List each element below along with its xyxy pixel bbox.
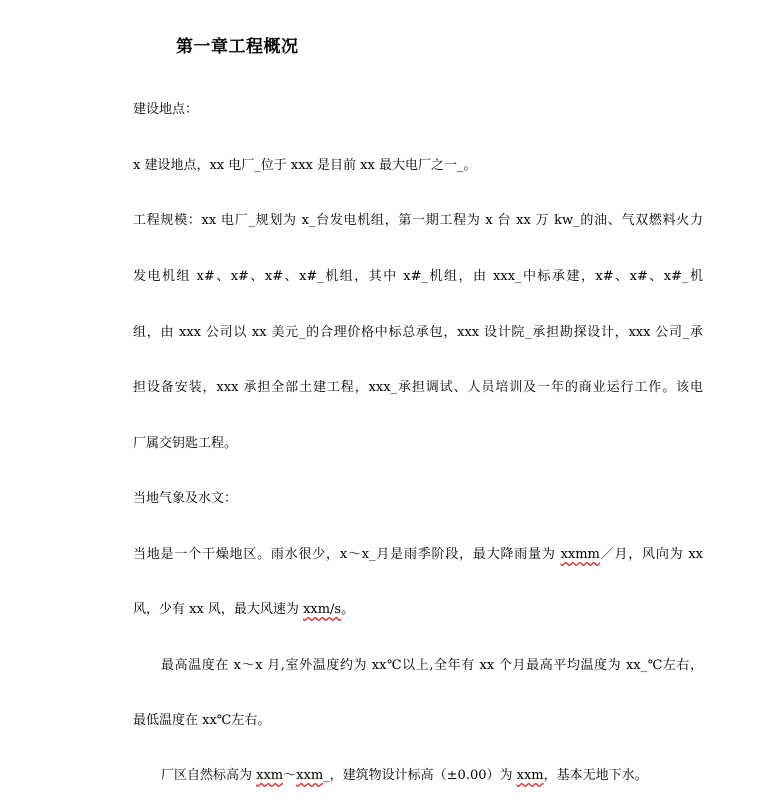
climate-text-1a: 当地是一个干燥地区。雨水很少，x～x_月是雨季阶段，最大降雨量为	[133, 547, 561, 562]
chapter-title: 第一章工程概况	[176, 37, 299, 57]
elevation-text-e: _，建筑物设计标高（±0.00）为	[323, 768, 517, 783]
elevation-text-a: 厂区自然标高为	[161, 768, 257, 783]
paragraph-scale-line-5: 厂属交钥匙工程。	[133, 436, 238, 451]
elevation-high: xxm	[296, 768, 324, 783]
climate-text-2c: 。	[341, 602, 355, 617]
paragraph-climate-line-1	[133, 545, 703, 565]
heading-climate-hydrology: 当地气象及水文：	[133, 491, 238, 506]
paragraph-temperature-line-1: 最高温度在 x～x 月,室外温度约为 xx℃以上,全年有 xx 个月最高平均温度为 xx_℃左右，	[161, 658, 703, 673]
climate-text-2a: 风，少有 xx 风，最大风速为	[133, 602, 304, 617]
design-elevation: xxm	[516, 768, 544, 783]
paragraph-elevation	[161, 766, 703, 786]
paragraph-scale-line-4: 担设备安装，xxx 承担全部土建工程，xxx_承担调试、人员培训及一年的商业运行工作。该电	[133, 380, 703, 395]
elevation-tilde: ～	[283, 768, 297, 783]
elevation-text-g: ，基本无地下水。	[543, 768, 648, 783]
heading-construction-site: 建设地点：	[133, 102, 199, 117]
elevation-low: xxm	[256, 768, 284, 783]
paragraph-construction-site: x 建设地点，xx 电厂_位于 xxx 是目前 xx 最大电厂之一_。	[133, 158, 477, 173]
paragraph-scale-line-3: 组，由 xxx 公司以 xx 美元_的合理价格中标总承包，xxx 设计院_承担勘探设计，xxx 公司_承	[133, 325, 703, 340]
paragraph-scale-line-2: 发电机组 x#、x#、x#、x#_机组，其中 x#_机组，由 xxx_中标承建，x#、x#、x#_机	[133, 269, 703, 284]
wind-speed-unit: xxm/s	[303, 602, 342, 617]
paragraph-scale-line-1: 工程规模：xx 电厂_规划为 x_台发电机组，第一期工程为 x 台 xx 万 kw_的油、气双燃料火力	[133, 213, 703, 228]
paragraph-temperature-line-2: 最低温度在 xx℃左右。	[133, 713, 271, 728]
paragraph-climate-line-2	[133, 600, 703, 620]
climate-text-1c: ／月，风向为 xx	[599, 547, 704, 562]
rainfall-unit: xxmm	[560, 547, 600, 562]
